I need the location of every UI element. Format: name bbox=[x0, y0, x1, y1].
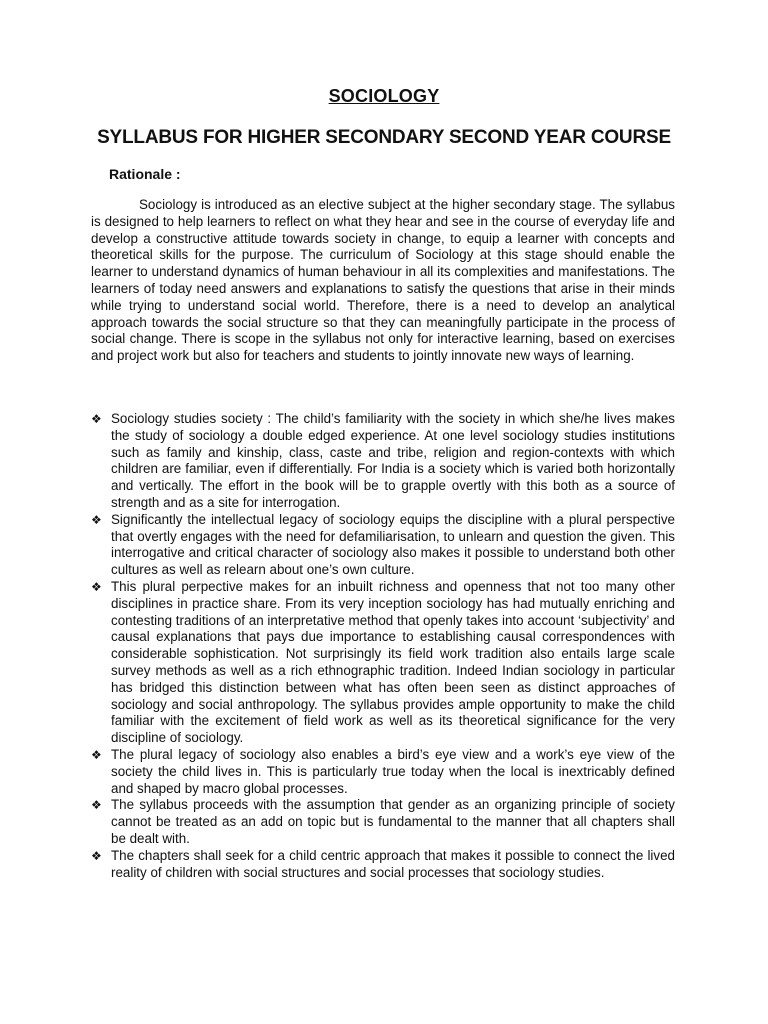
intro-paragraph: Sociology is introduced as an elective subject at the higher secondary stage. The syllabus is designed to help learners to reflect on what they hear and see in the course of everyday life and develop a constructive attitude towards society in change, to equip a learner with concepts and theoretical skills for the purpose. The curriculum of Sociology at this stage should enable the learner to understand dynamics of human behaviour in all its complexities and manifestations. The learners of today need answers and explanations to satisfy the questions that arise in their minds while trying to understand social world. Therefore, there is a need to develop an analytical approach towards the social structure so that they can meaningfully participate in the process of social change. There is scope in the syllabus not only for interactive learning, based on exercises and project work but also for teachers and students to jointly innovate new ways of learning. bbox=[91, 197, 675, 364]
list-item-text: The syllabus proceeds with the assumption that gender as an organizing principle of society cannot be treated as an add on topic but is fundamental to the manner that all chapters shall be dealt with. bbox=[111, 797, 675, 846]
rationale-bullet-list bbox=[91, 411, 675, 881]
document-subtitle: SYLLABUS FOR HIGHER SECONDARY SECOND YEAR COURSE bbox=[97, 127, 671, 148]
diamond-bullet-icon: ❖ bbox=[91, 798, 102, 813]
list-item bbox=[91, 579, 675, 747]
list-item-text: The plural legacy of sociology also enables a bird’s eye view and a work’s eye view of the society the child lives in. This is particularly true today when the local is inextricably defined and shaped by macro global processes. bbox=[111, 746, 675, 796]
diamond-bullet-icon: ❖ bbox=[91, 747, 102, 762]
document-title: SOCIOLOGY bbox=[328, 86, 440, 106]
diamond-bullet-icon: ❖ bbox=[91, 412, 102, 426]
list-item bbox=[91, 797, 675, 847]
list-item-text: Significantly the intellectual legacy of sociology equips the discipline with a plural perspective that overtly engages with the need for defamiliarisation, to unlearn and question the given. This interrogative and critical character of sociology also makes it possible to understand both other cultures as well as relearn about one’s own culture. bbox=[111, 511, 675, 578]
diamond-bullet-icon: ❖ bbox=[91, 848, 102, 863]
list-item bbox=[91, 848, 675, 882]
list-item-text: This plural perpective makes for an inbuilt richness and openness that not too many other disciplines in practice share. From its very inception sociology has had mutually enriching and contesting traditions of an interpretative method that openly takes into account ‘subjectivity’ and causal explanations that pays due importance to establishing causal correspondences with considerable sophistication. Not surprisingly its field work tradition also entails large scale survey methods as well as a rich ethnographic tradition. Indeed Indian sociology in particular has bridged this distinction between what has often been seen as distinct approaches of sociology and social anthropology. The syllabus provides ample opportunity to make the child familiar with the excitement of field work as well as its theoretical significance for the very discipline of sociology. bbox=[111, 578, 675, 746]
list-item bbox=[91, 512, 675, 579]
section-heading-rationale: Rationale : bbox=[109, 166, 181, 182]
list-item-text: The chapters shall seek for a child centric approach that makes it possible to connect the lived reality of children with social structures and social processes that sociology studies. bbox=[111, 847, 675, 880]
list-item bbox=[91, 411, 675, 512]
list-item bbox=[91, 747, 675, 797]
diamond-bullet-icon: ❖ bbox=[91, 512, 102, 527]
list-item-text: Sociology studies society : The child’s familiarity with the society in which she/he lives makes the study of sociology a double edged experience. At one level sociology studies institutions such as family and kinship, class, caste and tribe, religion and region-contexts with which children are familiar, even if differentially. For India is a society which is varied both horizontally and vertically. The effort in the book will be to grapple overtly with this both as a source of strength and as a site for interrogation. bbox=[111, 411, 675, 510]
diamond-bullet-icon: ❖ bbox=[91, 579, 102, 594]
